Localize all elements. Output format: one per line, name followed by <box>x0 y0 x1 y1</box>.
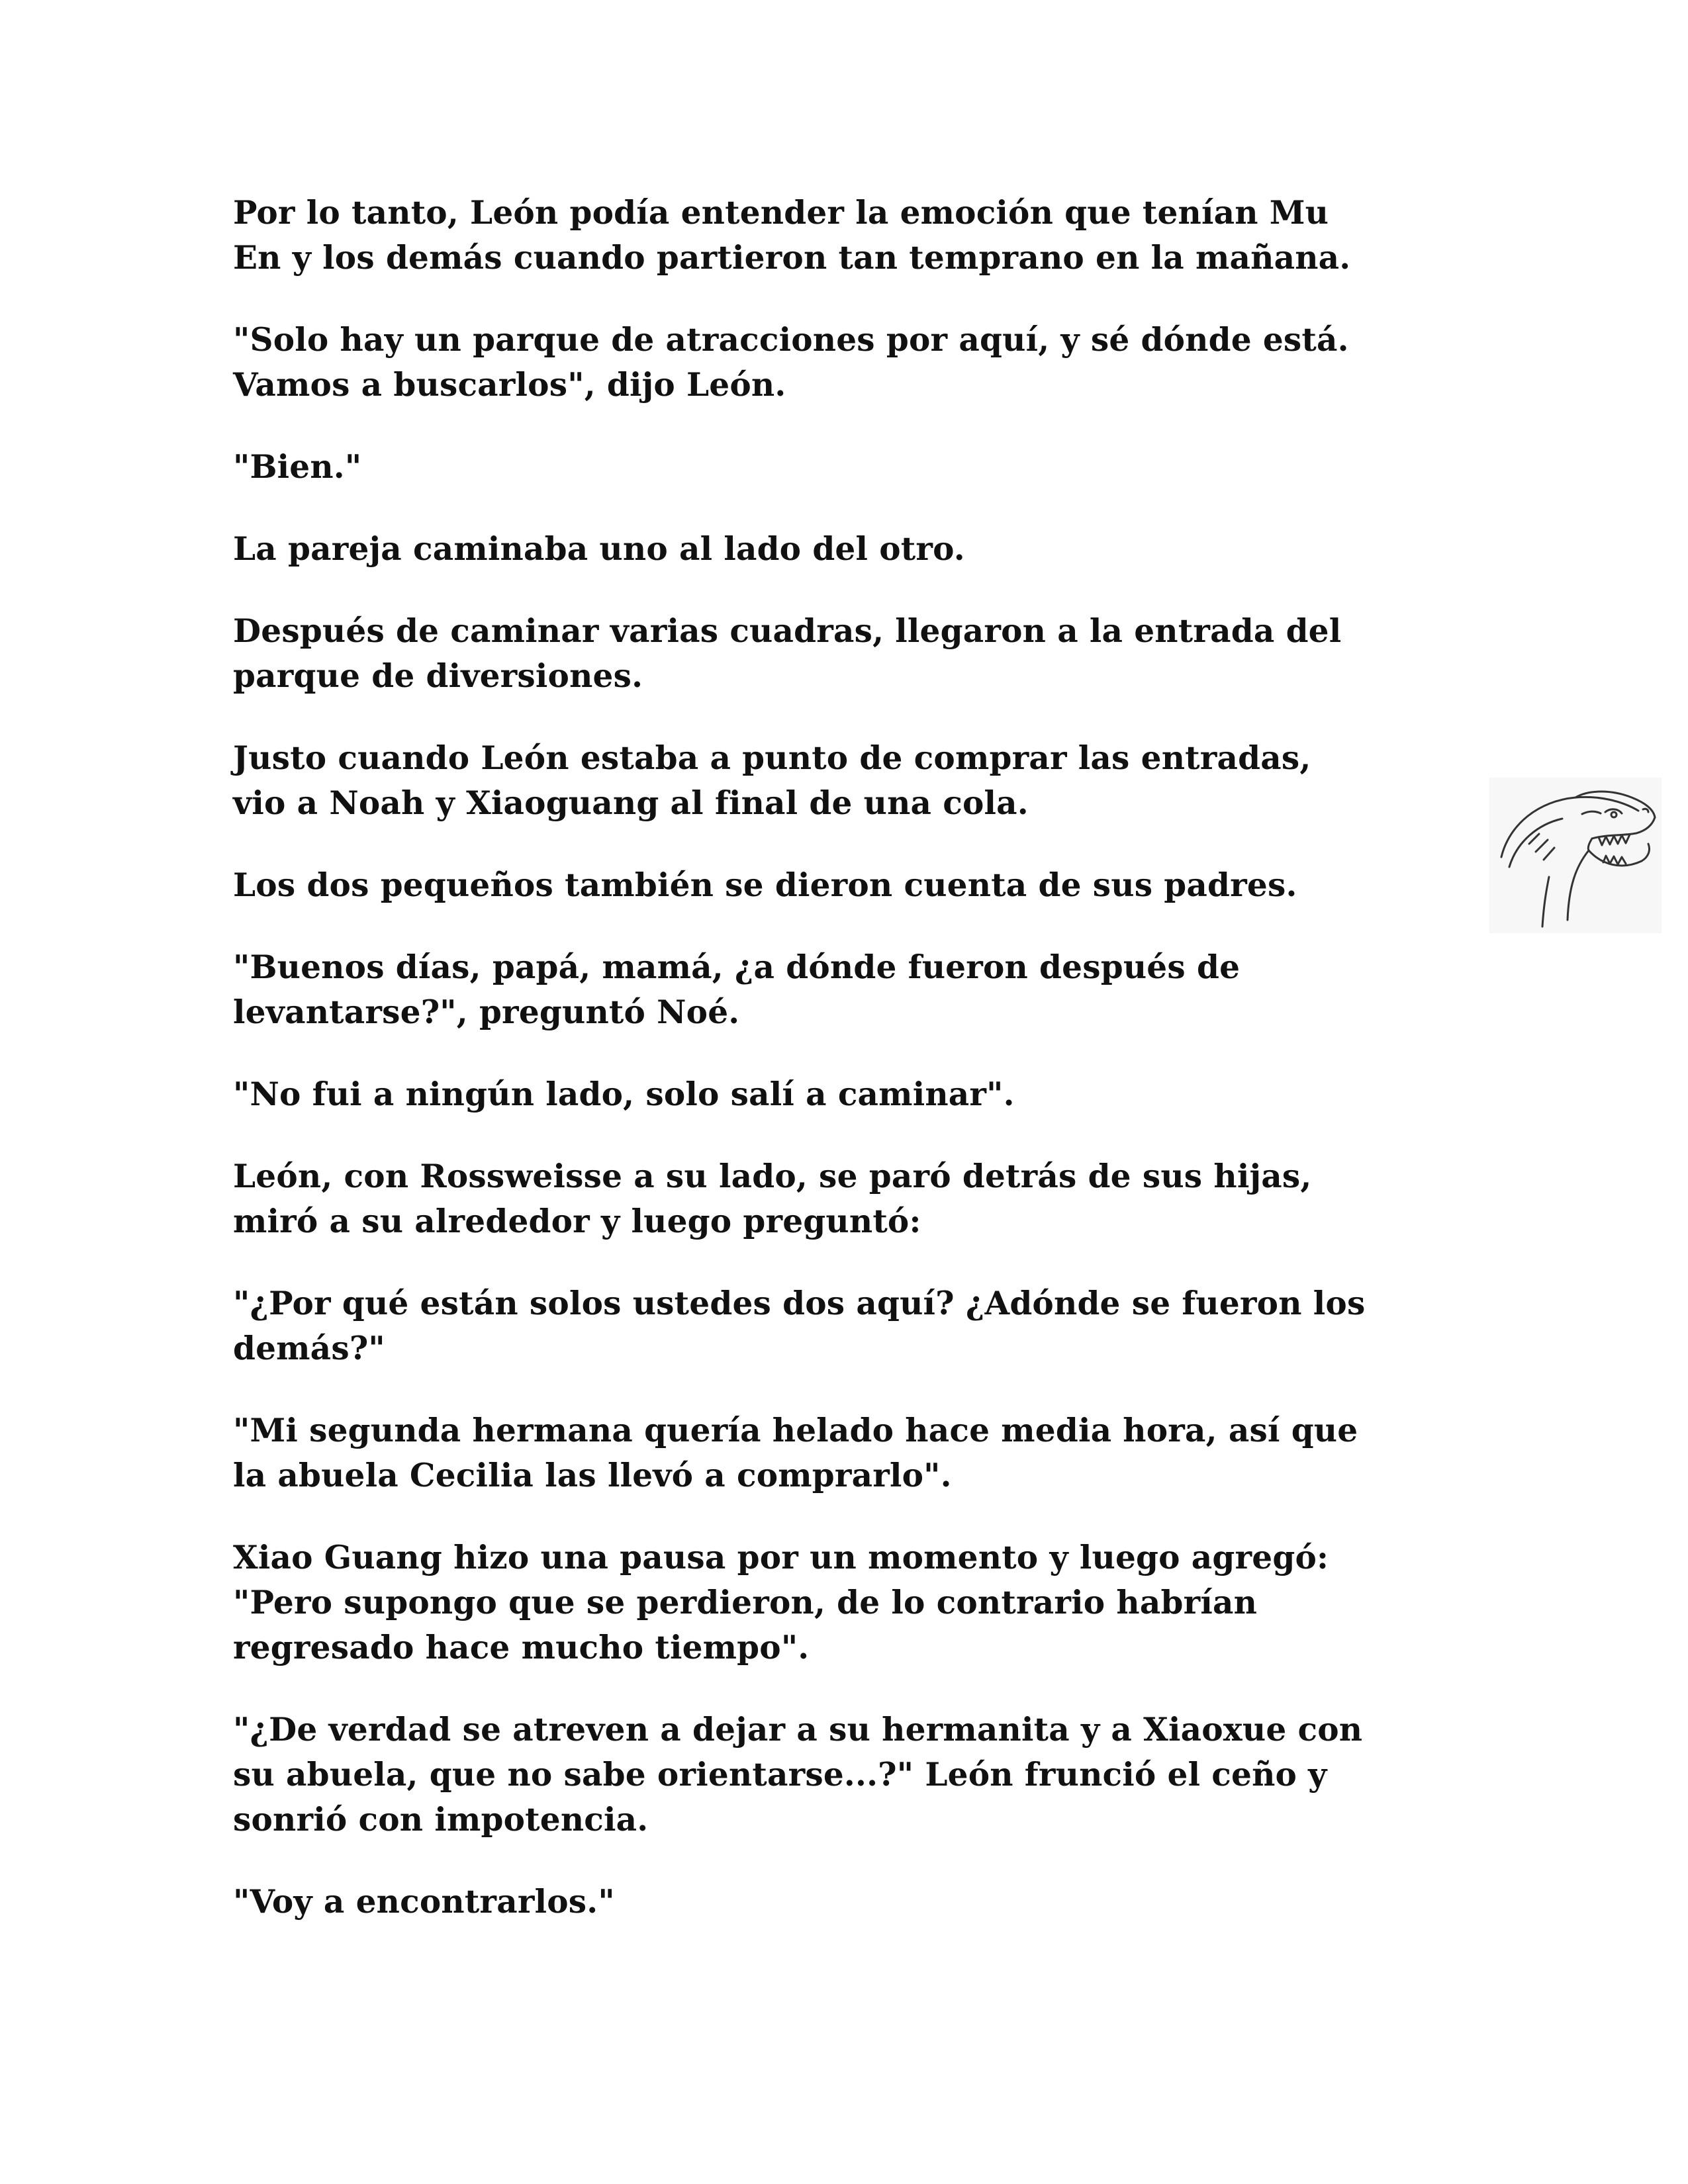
paragraph: "Bien." <box>233 448 362 486</box>
dinosaur-head-icon <box>1489 778 1662 933</box>
paragraph: Justo cuando León estaba a punto de comprar las entradas, vio a Noah y Xiaoguang al final de una cola. <box>233 739 1311 822</box>
paragraph: Xiao Guang hizo una pausa por un momento y luego agregó: "Pero supongo que se perdieron, de lo contrario habrían regresado hace mucho tiempo". <box>233 1539 1329 1666</box>
paragraph: Por lo tanto, León podía entender la emoción que tenían Mu En y los demás cuando partieron tan temprano en la mañana. <box>233 194 1351 277</box>
paragraph: "Solo hay un parque de atracciones por aquí, y sé dónde está. Vamos a buscarlos", dijo León. <box>233 321 1349 404</box>
paragraph: "Buenos días, papá, mamá, ¿a dónde fueron después de levantarse?", preguntó Noé. <box>233 948 1241 1031</box>
paragraph: "Voy a encontrarlos." <box>233 1883 615 1921</box>
paragraph: La pareja caminaba uno al lado del otro. <box>233 530 965 568</box>
paragraph: Después de caminar varias cuadras, llegaron a la entrada del parque de diversiones. <box>233 612 1342 695</box>
paragraph: León, con Rossweisse a su lado, se paró detrás de sus hijas, miró a su alrededor y luego preguntó: <box>233 1158 1312 1240</box>
paragraph: "¿Por qué están solos ustedes dos aquí? ¿Adónde se fueron los demás?" <box>233 1285 1366 1367</box>
paragraph: "No fui a ningún lado, solo salí a caminar". <box>233 1075 1015 1113</box>
paragraph: Los dos pequeños también se dieron cuenta de sus padres. <box>233 866 1297 904</box>
document-body <box>233 191 1491 1962</box>
paragraph: "Mi segunda hermana quería helado hace media hora, así que la abuela Cecilia las llevó a comprarlo". <box>233 1412 1358 1494</box>
paragraph: "¿De verdad se atreven a dejar a su hermanita y a Xiaoxue con su abuela, que no sabe orientarse...?" León frunció el ceño y sonrió con impotencia. <box>233 1711 1363 1839</box>
